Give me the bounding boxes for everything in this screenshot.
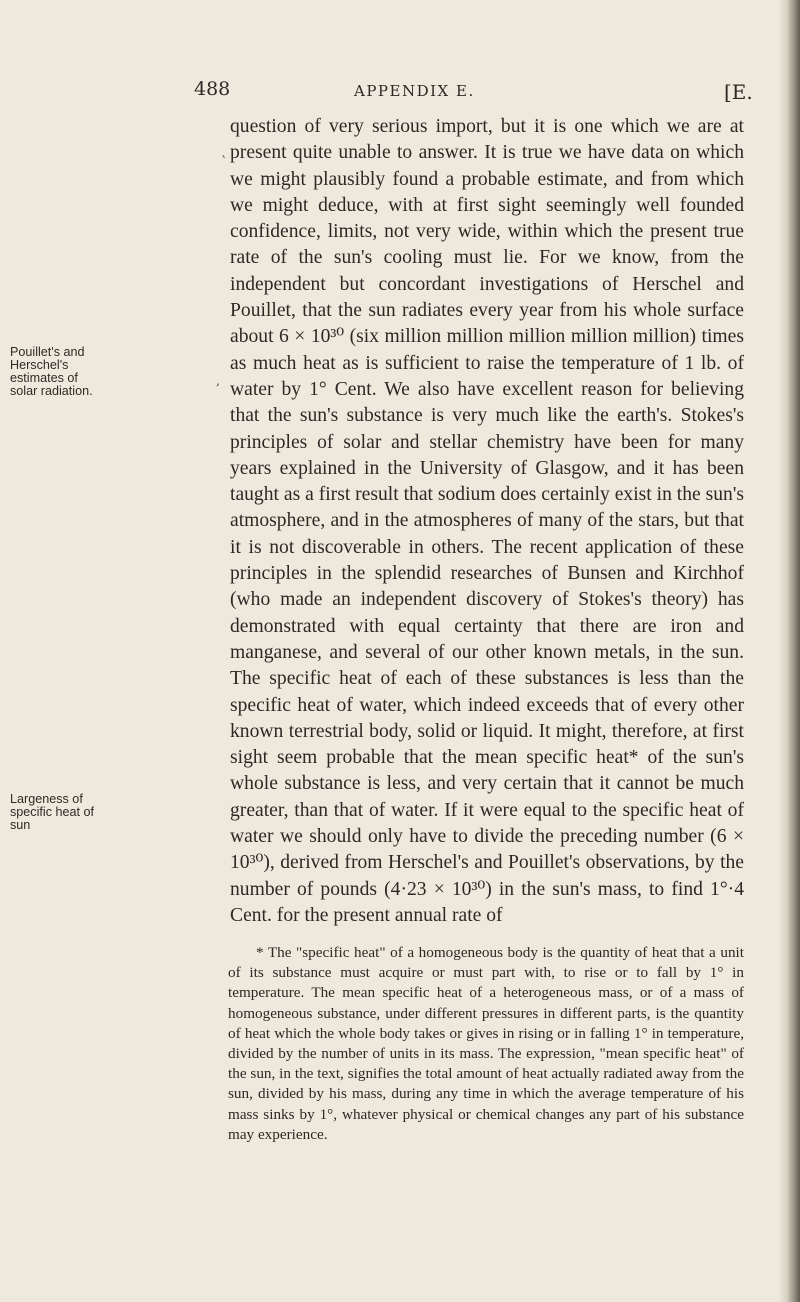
- printer-mark: ‚: [216, 374, 220, 388]
- footnote-text: * The "specific heat" of a homogeneous body is the quantity of heat that a unit of its substance must acquire or must part with, to rise or to fall by 1° in temperature. The mean specific heat of a heterogeneous mass, or of a mass of homogeneous substance, under different pressures in different parts, is the quantity of heat which the whole body takes or gives in rising or in falling 1° in temperature, divided by the number of units in its mass. The expression, "mean specific heat" of the sun, in the text, signifies the total amount of heat actually radiated away from the sun, divided by his mass, during any time in which the average temperature of his mass sinks by 1°, whatever physical or chemical changes any part of his substance may experience.: [228, 944, 744, 1143]
- margin-note-specific-heat: Largeness of specific heat of sun: [10, 792, 95, 832]
- body-text: [230, 114, 744, 929]
- running-head: APPENDIX E.: [354, 82, 475, 100]
- body-paragraph: question of very serious import, but it is one which we are at present quite unable to answer. It is true we have data on which we might plausibly found a probable estimate, and from which we might deduce, with at first sight seemingly well founded confidence, limits, not very wide, within which the present true rate of the sun's cooling must lie. For we know, from the independent but concordant investigations of Herschel and Pouillet, that the sun radiates every year from his whole surface about 6 × 10³⁰ (six million million million million million) times as much heat as is sufficient to raise the temperature of 1 lb. of water by 1° Cent. We also have excellent reason for believing that the sun's substance is very much like the earth's. Stokes's principles of solar and stellar chemistry have been for many years explained in the University of Glasgow, and it has been taught as a first result that sodium does certainly exist in the sun's atmosphere, and in the atmospheres of many of the stars, but that it is not discoverable in others. The recent application of these principles in the splendid researches of Bunsen and Kirchhof (who made an independent discovery of Stokes's theory) has demonstrated with equal certainty that there are iron and manganese, and several of our other known metals, in the sun. The specific heat of each of these substances is less than the specific heat of water, which indeed exceeds that of every other known terrestrial body, solid or liquid. It might, therefore, at first sight seem probable that the mean specific heat* of the sun's whole substance is less, and very certain that it cannot be much greater, than that of water. If it were equal to the specific heat of water we should only have to divide the preceding number (6 × 10³⁰), derived from Herschel's and Pouillet's observations, by the number of pounds (4·23 × 10³⁰) in the sun's mass, to find 1°·4 Cent. for the present annual rate of: [230, 116, 744, 926]
- page-number: 488: [194, 78, 231, 100]
- page-edge-shadow: [778, 0, 800, 1302]
- page-header: [0, 78, 800, 108]
- margin-note-pouillet-herschel: Pouillet's and Herschel's estimates of solar radiation.: [10, 345, 93, 398]
- printer-mark: ‵: [222, 154, 226, 170]
- footnote: [228, 943, 744, 1145]
- section-mark: [E.: [724, 80, 753, 104]
